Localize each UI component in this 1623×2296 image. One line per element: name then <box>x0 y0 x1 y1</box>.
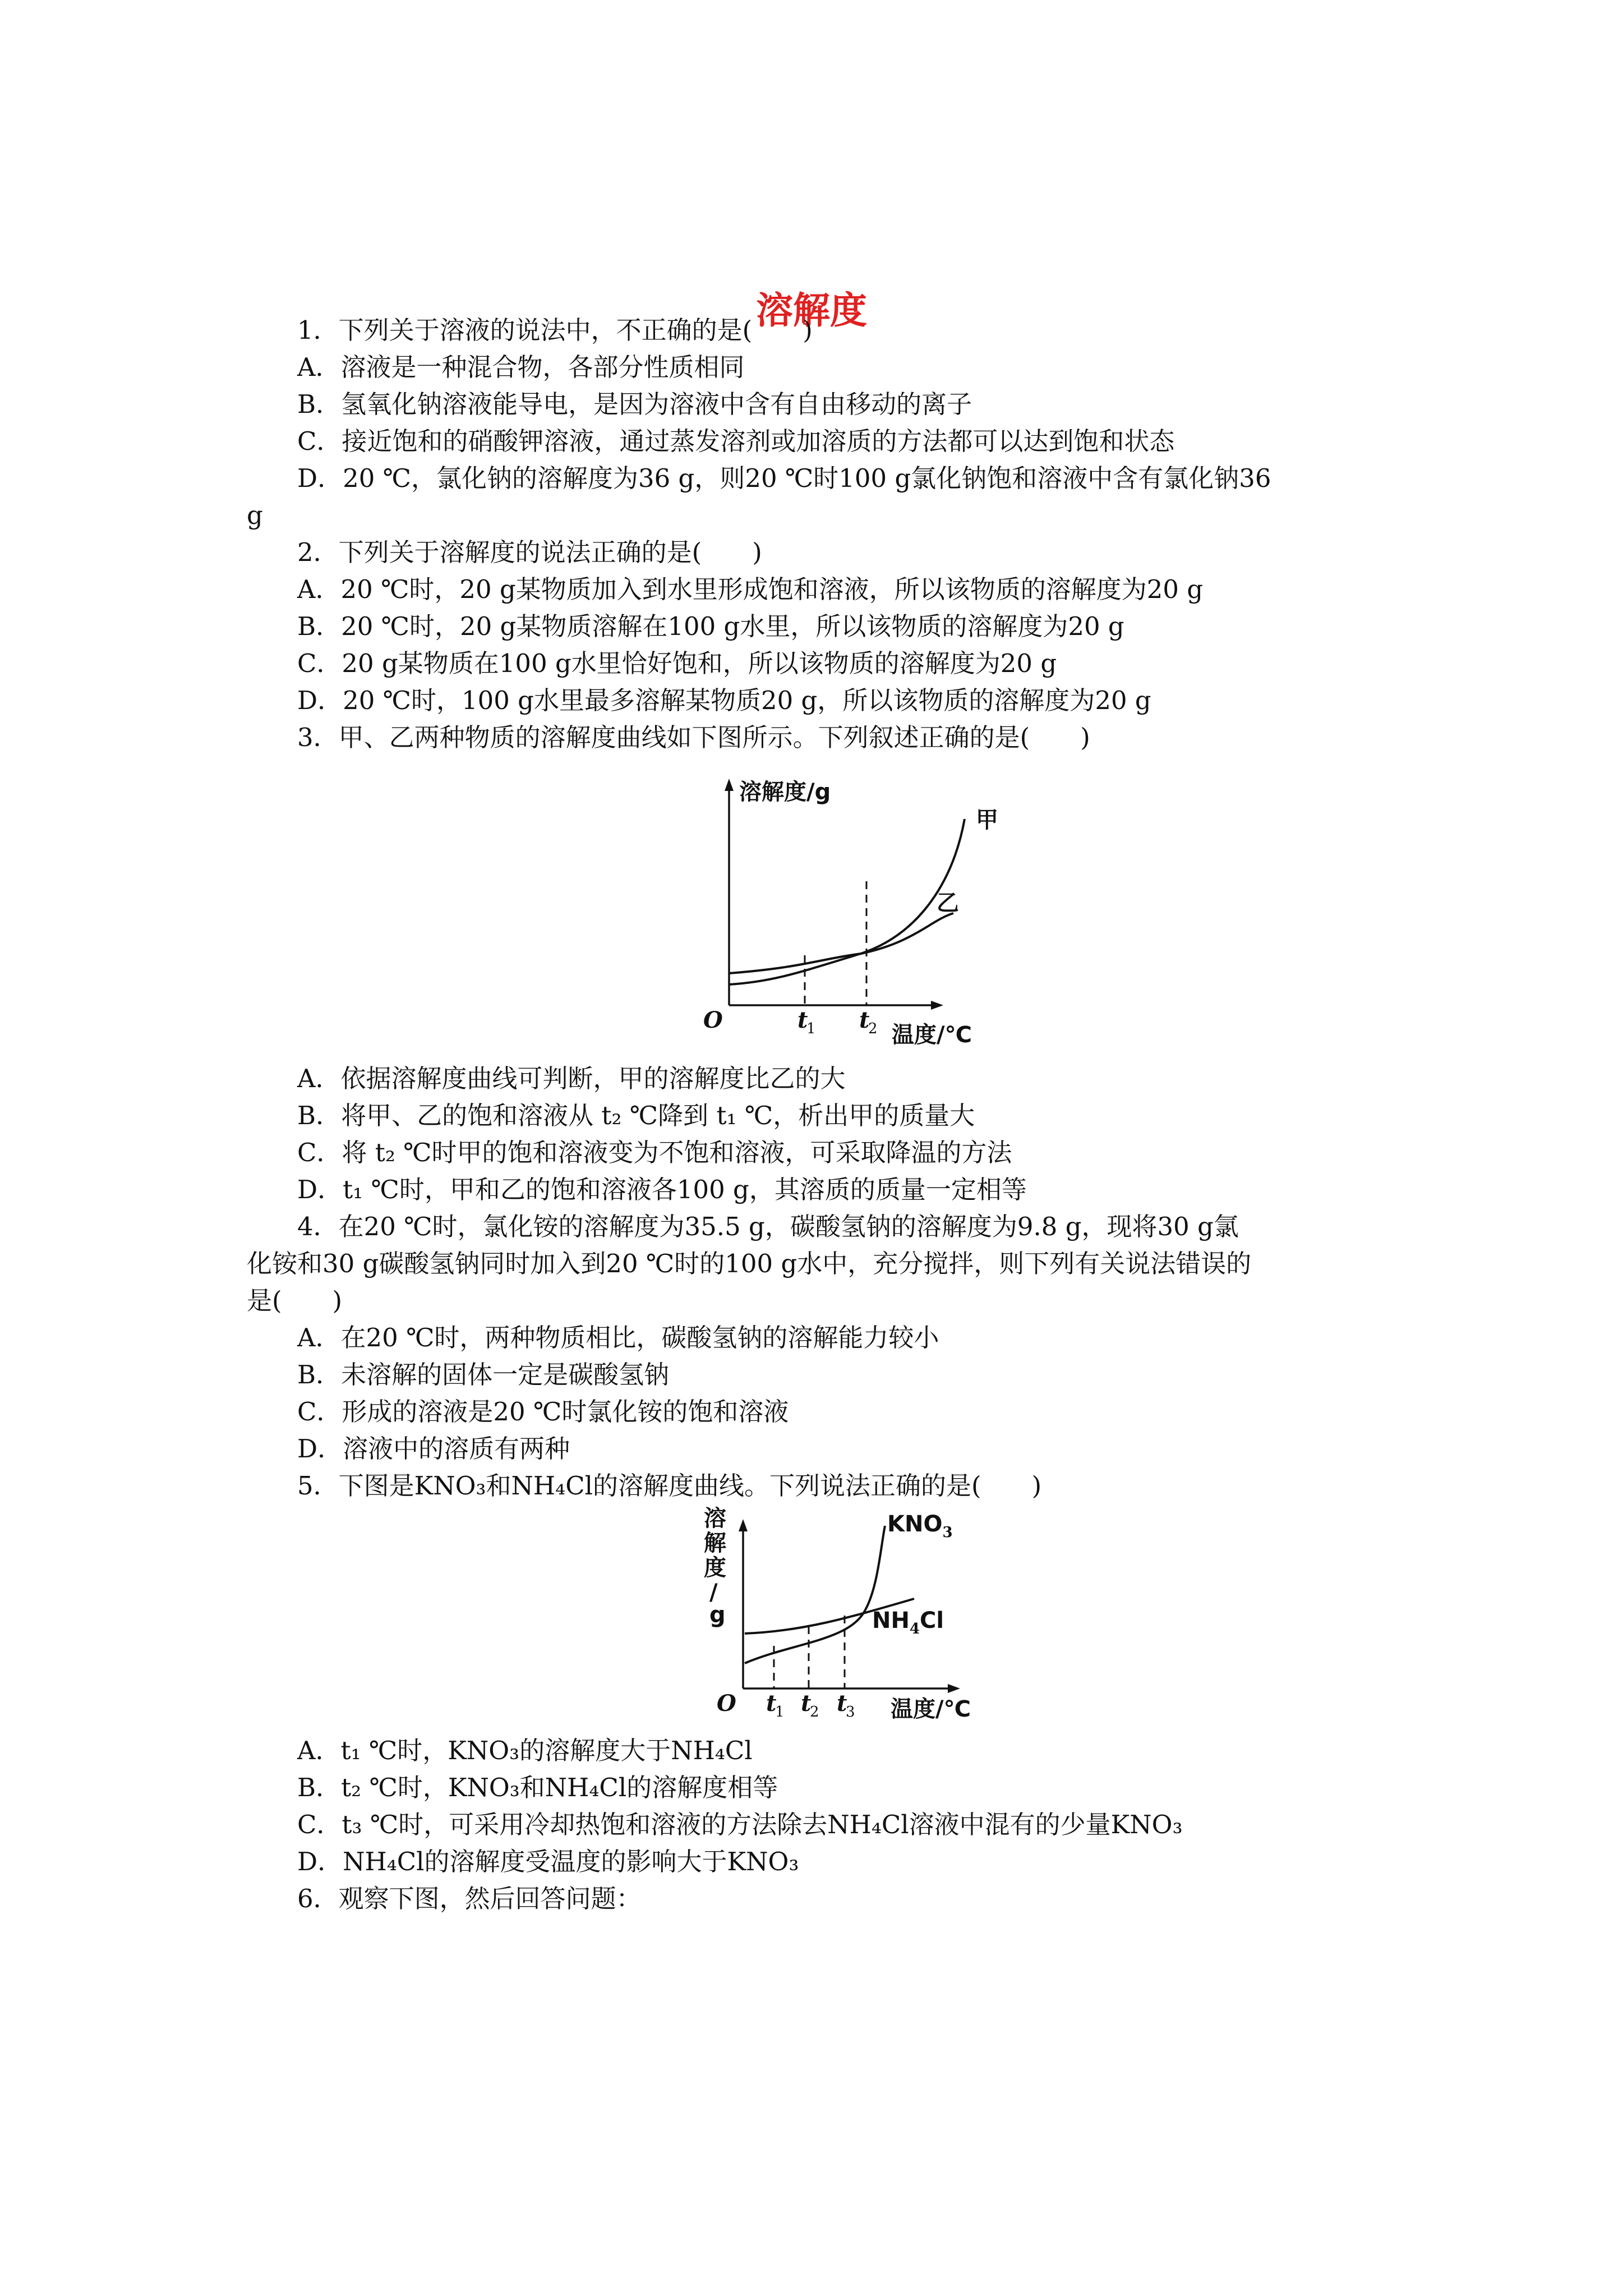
y-axis-label: 溶解度/g <box>739 779 831 805</box>
y-axis-arrow <box>725 779 734 791</box>
option-2c: C．20 g某物质在100 g水里恰好饱和，所以该物质的溶解度为20 g <box>297 648 1057 678</box>
tick-t1: t <box>797 1007 808 1033</box>
question-4-cont: 化铵和30 g碳酸氢钠同时加入到20 ℃时的100 g水中，充分搅拌，则下列有关说法错误的 <box>247 1249 1252 1278</box>
option-5b: B．t₂ ℃时，KNO₃和NH₄Cl的溶解度相等 <box>297 1773 778 1802</box>
y-axis-arrow <box>739 1519 748 1531</box>
option-1d-cont: g <box>247 500 263 530</box>
option-3b: B．将甲、乙的饱和溶液从 t₂ ℃降到 t₁ ℃，析出甲的质量大 <box>297 1101 975 1130</box>
option-5a: A．t₁ ℃时，KNO₃的溶解度大于NH₄Cl <box>297 1736 753 1765</box>
x-axis-arrow <box>931 1001 943 1010</box>
tick-t1-sub: 1 <box>775 1704 785 1720</box>
question-5: 5．下图是KNO₃和NH₄Cl的溶解度曲线。下列说法正确的是( ) <box>297 1471 1042 1501</box>
origin-label: O <box>703 1007 723 1033</box>
question-3: 3．甲、乙两种物质的溶解度曲线如下图所示。下列叙述正确的是( ) <box>297 723 1090 752</box>
option-2b: B．20 ℃时，20 g某物质溶解在100 g水里，所以该物质的溶解度为20 g <box>297 611 1124 641</box>
option-4a: A．在20 ℃时，两种物质相比，碳酸氢钠的溶解能力较小 <box>297 1323 939 1352</box>
tick-t3-sub: 3 <box>846 1704 855 1720</box>
label-jia: 甲 <box>976 807 998 833</box>
y-label-char-1: 溶 <box>704 1506 726 1531</box>
option-5d: D．NH₄Cl的溶解度受温度的影响大于KNO₃ <box>297 1847 799 1876</box>
x-axis-label: 温度/℃ <box>891 1696 971 1722</box>
option-3a: A．依据溶解度曲线可判断，甲的溶解度比乙的大 <box>297 1064 846 1093</box>
question-1: 1．下列关于溶液的说法中，不正确的是( ) <box>297 315 813 345</box>
y-label-char-4: / <box>709 1580 718 1605</box>
x-axis-label: 温度/℃ <box>892 1022 972 1048</box>
x-axis-arrow <box>948 1684 960 1693</box>
option-5c: C．t₃ ℃时，可采用冷却热饱和溶液的方法除去NH₄Cl溶液中混有的少量KNO₃ <box>297 1810 1183 1839</box>
question-6: 6．观察下图，然后回答问题： <box>297 1884 642 1913</box>
y-label-char-3: 度 <box>704 1555 726 1581</box>
tick-t1: t <box>766 1690 777 1717</box>
tick-t2-sub: 2 <box>810 1704 819 1720</box>
tick-t2: t <box>801 1690 811 1717</box>
tick-t3: t <box>837 1690 847 1717</box>
option-1b: B．氢氧化钠溶液能导电，是因为溶液中含有自由移动的离子 <box>297 389 972 419</box>
solubility-graph-2 <box>679 1503 993 1728</box>
curve-kno3 <box>745 1526 885 1663</box>
option-3c: C．将 t₂ ℃时甲的饱和溶液变为不饱和溶液，可采取降温的方法 <box>297 1138 1012 1167</box>
label-kno3: $KNO_3$ <box>887 1511 953 1541</box>
tick-t2: t <box>859 1007 870 1033</box>
curve-jia <box>729 819 965 984</box>
curve-yi <box>729 913 953 973</box>
option-4b: B．未溶解的固体一定是碳酸氢钠 <box>297 1360 670 1389</box>
question-4: 4．在20 ℃时，氯化铵的溶解度为35.5 g，碳酸氢钠的溶解度为9.8 g，现将30 g氯 <box>297 1212 1239 1241</box>
tick-t2-sub: 2 <box>868 1020 878 1037</box>
option-4d: D．溶液中的溶质有两种 <box>297 1434 570 1464</box>
y-label-char-5: g <box>709 1602 726 1628</box>
option-4c: C．形成的溶液是20 ℃时氯化铵的饱和溶液 <box>297 1397 789 1427</box>
y-label-char-2: 解 <box>704 1530 726 1556</box>
option-2d: D．20 ℃时，100 g水里最多溶解某物质20 g，所以该物质的溶解度为20 g <box>297 685 1151 715</box>
option-3d: D．t₁ ℃时，甲和乙的饱和溶液各100 g，其溶质的质量一定相等 <box>297 1175 1027 1204</box>
solubility-graph-1 <box>673 763 998 1055</box>
question-2: 2．下列关于溶解度的说法正确的是( ) <box>297 537 762 567</box>
label-nh4cl: $NH_4Cl$ <box>872 1608 944 1637</box>
option-1d: D．20 ℃，氯化钠的溶解度为36 g，则20 ℃时100 g氯化钠饱和溶液中含有氯化钠36 <box>297 463 1271 493</box>
question-4-cont2: 是( ) <box>247 1286 343 1315</box>
page-title: 溶解度 <box>756 289 867 332</box>
tick-t1-sub: 1 <box>806 1020 816 1037</box>
option-2a: A．20 ℃时，20 g某物质加入到水里形成饱和溶液，所以该物质的溶解度为20 g <box>297 574 1204 604</box>
origin-label: O <box>717 1690 736 1717</box>
option-1a: A．溶液是一种混合物，各部分性质相同 <box>297 352 745 382</box>
option-1c: C．接近饱和的硝酸钾溶液，通过蒸发溶剂或加溶质的方法都可以达到饱和状态 <box>297 426 1175 456</box>
label-yi: 乙 <box>937 890 959 916</box>
